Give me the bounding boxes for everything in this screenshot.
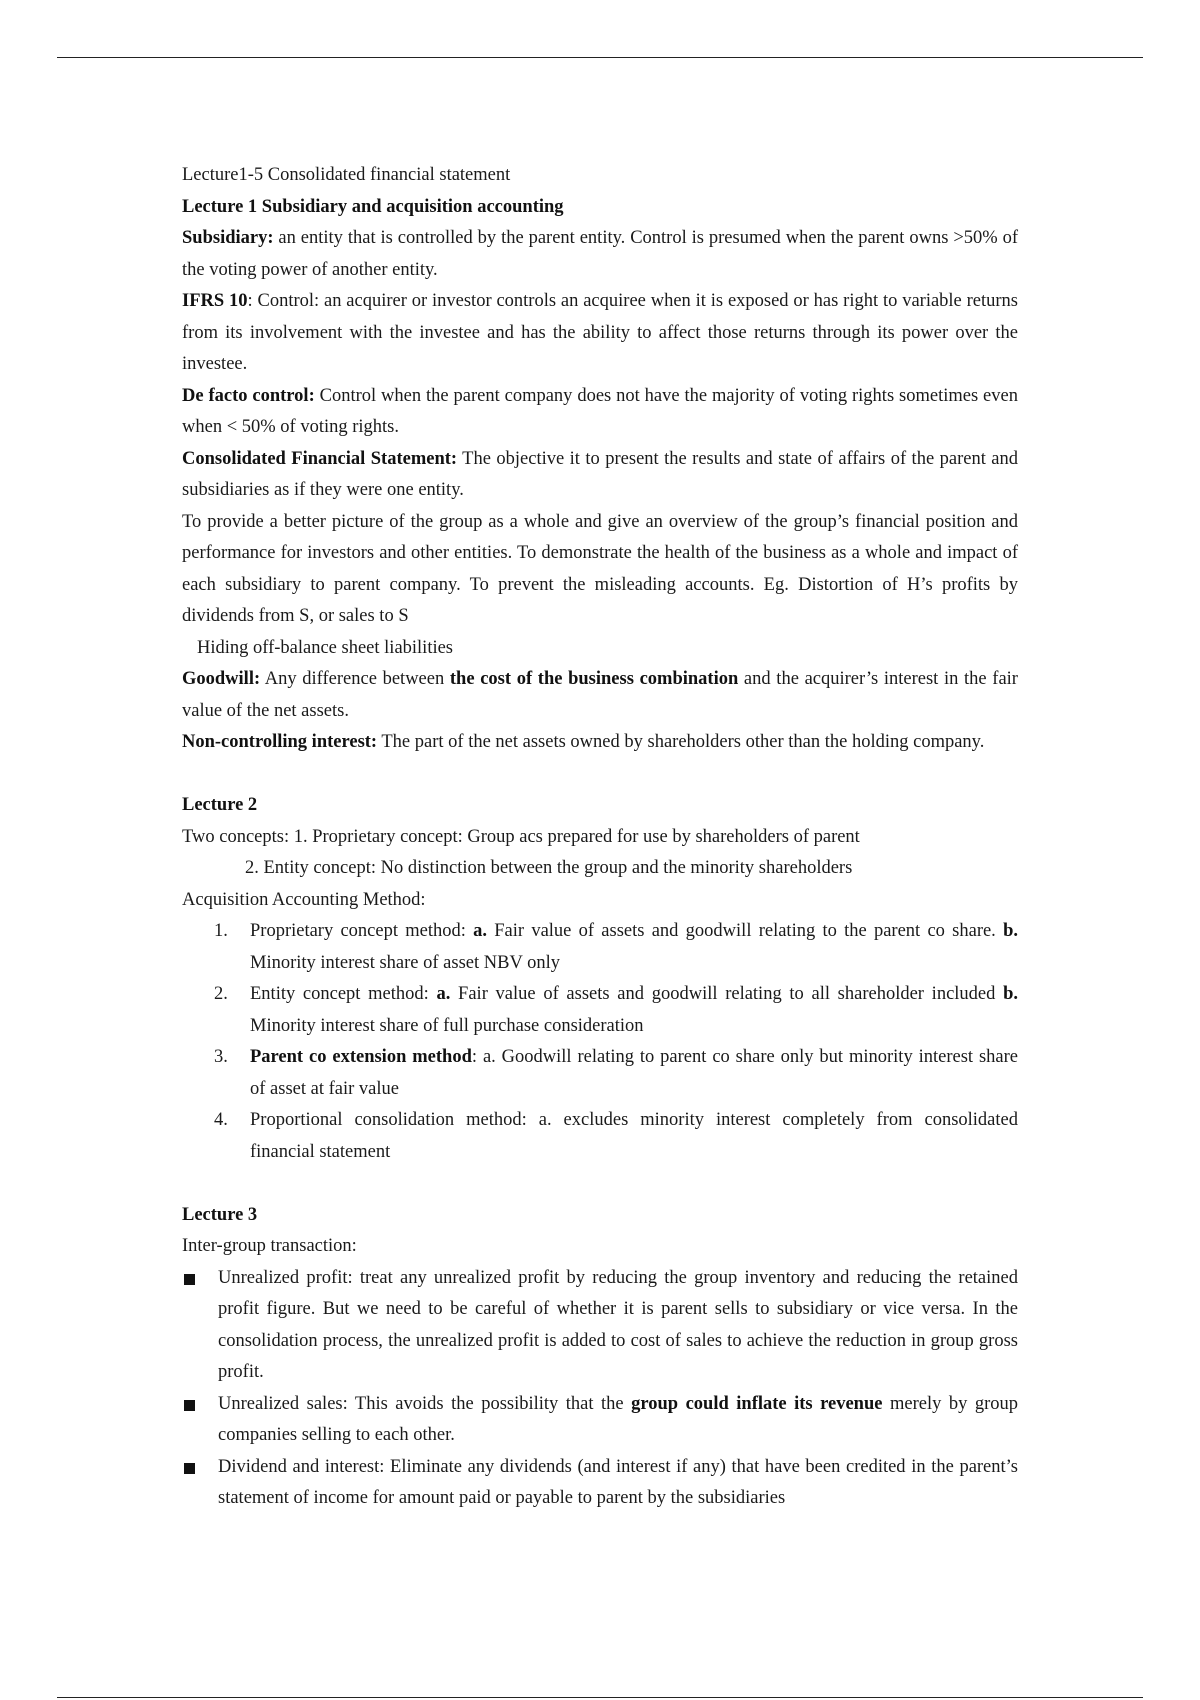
list-item: 1. Proprietary concept method: a. Fair value of assets and goodwill relating to the parent co share. b. Minority interest share of asset NBV only [214, 921, 1018, 973]
lecture2-heading: Lecture 2 [182, 795, 258, 815]
square-bullet-icon [184, 1400, 195, 1411]
square-bullet-icon [184, 1463, 195, 1474]
acquisition-methods-list [182, 916, 1018, 1168]
acquisition-method-intro: Acquisition Accounting Method: [182, 889, 426, 910]
lecture1-heading: Lecture 1 Subsidiary and acquisition accounting [182, 196, 564, 217]
goodwill-definition: Goodwill: Any difference between the cost of the business combination and the acquirer’s interest in the fair value of the net assets. [182, 669, 1018, 721]
consolidated-fs-definition: Consolidated Financial Statement: The objective it to present the results and state of affairs of the parent and subsidiaries as if they were one entity. [182, 448, 1019, 500]
subsidiary-definition: Subsidiary: an entity that is controlled by the parent entity. Control is presumed when the parent owns >50% of the voting power of another entity. [182, 228, 1018, 280]
nci-definition: Non-controlling interest: The part of the net assets owned by shareholders other than the holding company. [182, 732, 985, 752]
square-bullet-icon [184, 1274, 195, 1285]
list-item: Unrealized profit: treat any unrealized profit by reducing the group inventory and reducing the retained profit figure. But we need to be careful of whether it is parent sells to subsidiary or vice versa. In the consolidation process, the unrealized profit is added to cost of sales to achieve the reduction in group gross profit. [182, 1263, 1018, 1389]
concepts-line-1: Two concepts: 1. Proprietary concept: Group acs prepared for use by shareholders of parent [182, 826, 860, 847]
section-gap [182, 759, 1018, 791]
inter-group-intro: Inter-group transaction: [182, 1236, 357, 1256]
list-item: 2. Entity concept method: a. Fair value of assets and goodwill relating to all shareholder included b. Minority interest share of full purchase consideration [214, 984, 1018, 1036]
list-item: Dividend and interest: Eliminate any dividends (and interest if any) that have been credited in the parent’s statement of income for amount paid or payable to parent by the subsidiaries [182, 1452, 1018, 1515]
de-facto-control-definition: De facto control: Control when the parent company does not have the majority of voting rights sometimes even when < 50% of voting rights. [182, 385, 1018, 437]
footer-rule [57, 1697, 1143, 1698]
header-rule [57, 57, 1143, 58]
list-item: 4. Proportional consolidation method: a. excludes minority interest completely from consolidated financial statement [214, 1110, 1018, 1162]
list-item: Unrealized sales: This avoids the possibility that the group could inflate its revenue merely by group companies selling to each other. [182, 1389, 1018, 1452]
document-title: Lecture1-5 Consolidated financial statement [182, 165, 511, 185]
document-body [182, 160, 1018, 1515]
list-item: 3. Parent co extension method: a. Goodwill relating to parent co share only but minority interest share of asset at fair value [214, 1047, 1018, 1099]
lecture3-heading: Lecture 3 [182, 1204, 258, 1225]
hiding-liabilities-note: Hiding off-balance sheet liabilities [197, 637, 454, 658]
consolidation-purpose: To provide a better picture of the group as a whole and give an overview of the group’s financial position and performance for investors and other entities. To demonstrate the health of the business as a whole and impact of each subsidiary to parent company. To prevent the misleading accounts. Eg. Distortion of H’s profits by dividends from S, or sales to S [182, 511, 1018, 626]
section-gap [182, 1168, 1018, 1200]
ifrs10-definition: IFRS 10: Control: an acquirer or investor controls an acquiree when it is exposed or has right to variable returns from its involvement with the investee and has the ability to affect those returns through its power over the investee. [182, 291, 1018, 374]
concepts-line-2: 2. Entity concept: No distinction between the group and the minority shareholders [245, 858, 853, 878]
inter-group-list [182, 1263, 1018, 1515]
